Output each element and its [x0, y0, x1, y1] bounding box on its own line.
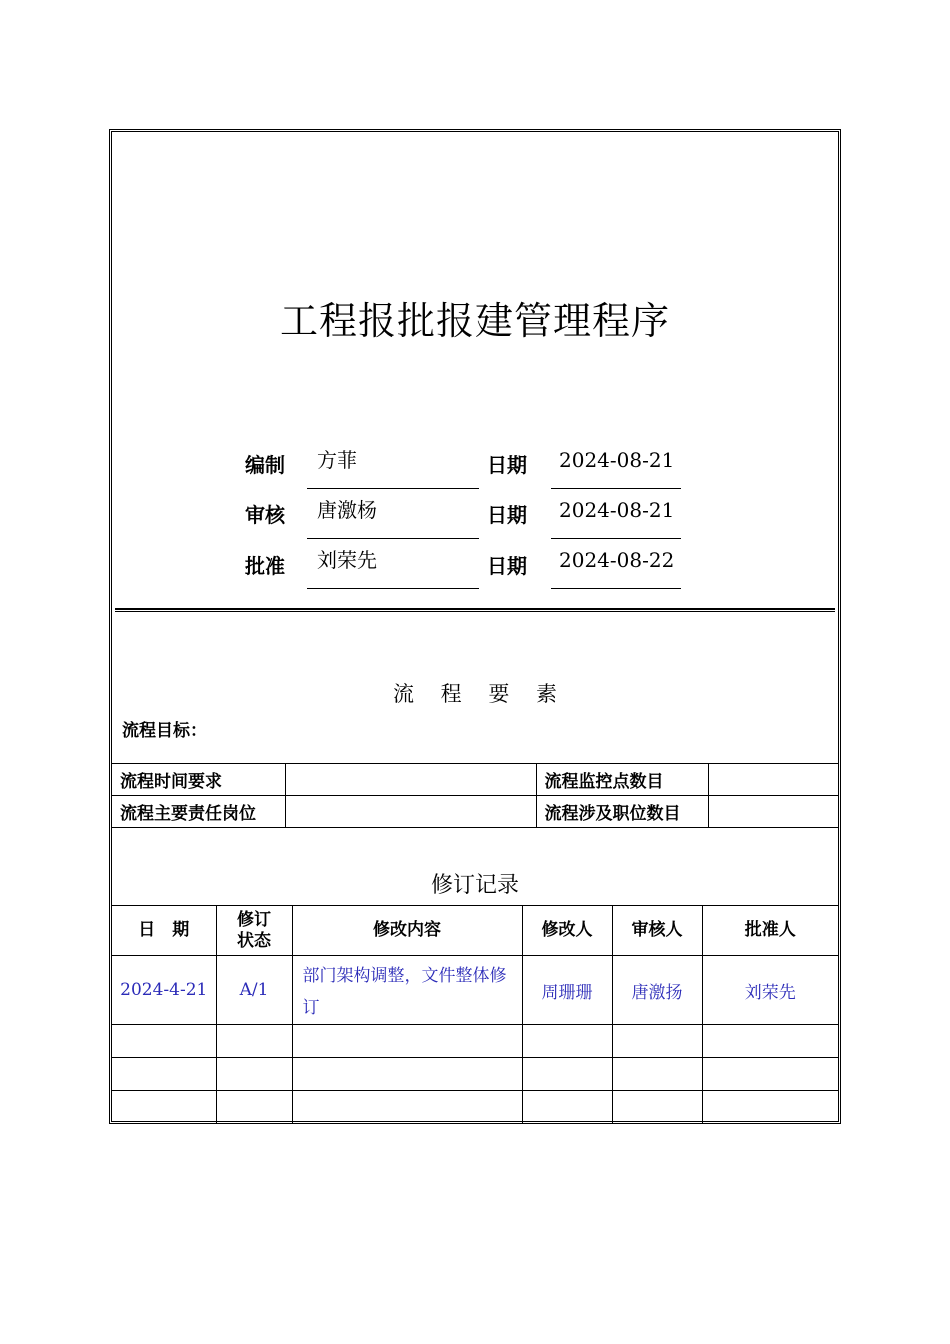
revision-reviewer	[612, 1025, 702, 1058]
revision-approver: 刘荣先	[702, 956, 838, 1025]
section-divider	[115, 608, 835, 612]
revision-approver	[702, 1025, 838, 1058]
revision-content: 部门架构调整，文件整体修订	[292, 956, 522, 1025]
revision-date: 2024-4-21	[112, 956, 216, 1025]
signoff-role-review: 审核	[245, 503, 285, 527]
header-reviewer: 审核人	[612, 906, 702, 956]
signoff-date-compile: 2024-08-21	[551, 445, 681, 489]
revision-modifier	[522, 1091, 612, 1124]
revision-reviewer	[612, 1058, 702, 1091]
signoff-name-review: 唐激杨	[307, 495, 479, 539]
revision-date	[112, 1058, 216, 1091]
revision-modifier	[522, 1058, 612, 1091]
time-requirement-label: 流程时间要求	[112, 764, 285, 796]
revision-modifier	[522, 1025, 612, 1058]
header-status: 修订状态	[216, 906, 292, 956]
signoff-date-review: 2024-08-21	[551, 495, 681, 539]
revision-date	[112, 1091, 216, 1124]
time-requirement-value	[285, 764, 536, 796]
revision-date	[112, 1025, 216, 1058]
signoff-date-approve: 2024-08-22	[551, 545, 681, 589]
revision-content	[292, 1058, 522, 1091]
header-date: 日 期	[112, 906, 216, 956]
positions-count-value	[708, 796, 838, 828]
signoff-date-label: 日期	[487, 503, 527, 527]
signoff-date-label: 日期	[487, 554, 527, 578]
table-row	[112, 1091, 838, 1124]
revision-status: A/1	[216, 956, 292, 1025]
table-row	[112, 796, 838, 828]
positions-count-label: 流程涉及职位数目	[536, 796, 708, 828]
signoff-role-approve: 批准	[245, 554, 285, 578]
table-row	[112, 1058, 838, 1091]
responsible-post-label: 流程主要责任岗位	[112, 796, 285, 828]
elements-title: 流 程 要 素	[392, 682, 568, 706]
revision-header-row	[112, 906, 838, 956]
revision-table	[112, 905, 838, 1124]
signoff-name-compile: 方菲	[307, 445, 479, 489]
control-points-label: 流程监控点数目	[536, 764, 708, 796]
revision-record-title: 修订记录	[430, 873, 519, 898]
revision-modifier: 周珊珊	[522, 956, 612, 1025]
table-row	[112, 764, 838, 796]
header-content: 修改内容	[292, 906, 522, 956]
header-approver: 批准人	[702, 906, 838, 956]
revision-reviewer	[612, 1091, 702, 1124]
revision-approver	[702, 1091, 838, 1124]
revision-content	[292, 1025, 522, 1058]
process-goal-label: 流程目标：	[122, 721, 207, 741]
signoff-name-approve: 刘荣先	[307, 545, 479, 589]
revision-reviewer: 唐激扬	[612, 956, 702, 1025]
responsible-post-value	[285, 796, 536, 828]
revision-status	[216, 1091, 292, 1124]
signoff-date-label: 日期	[487, 453, 527, 477]
control-points-value	[708, 764, 838, 796]
document-frame	[109, 129, 841, 1124]
signoff-role-compile: 编制	[245, 453, 285, 477]
header-modifier: 修改人	[522, 906, 612, 956]
revision-status	[216, 1025, 292, 1058]
document-title: 工程报批报建管理程序	[279, 299, 670, 343]
revision-status	[216, 1058, 292, 1091]
table-row	[112, 956, 838, 1025]
revision-approver	[702, 1058, 838, 1091]
process-elements-table	[112, 763, 838, 828]
revision-content	[292, 1091, 522, 1124]
table-row	[112, 1025, 838, 1058]
